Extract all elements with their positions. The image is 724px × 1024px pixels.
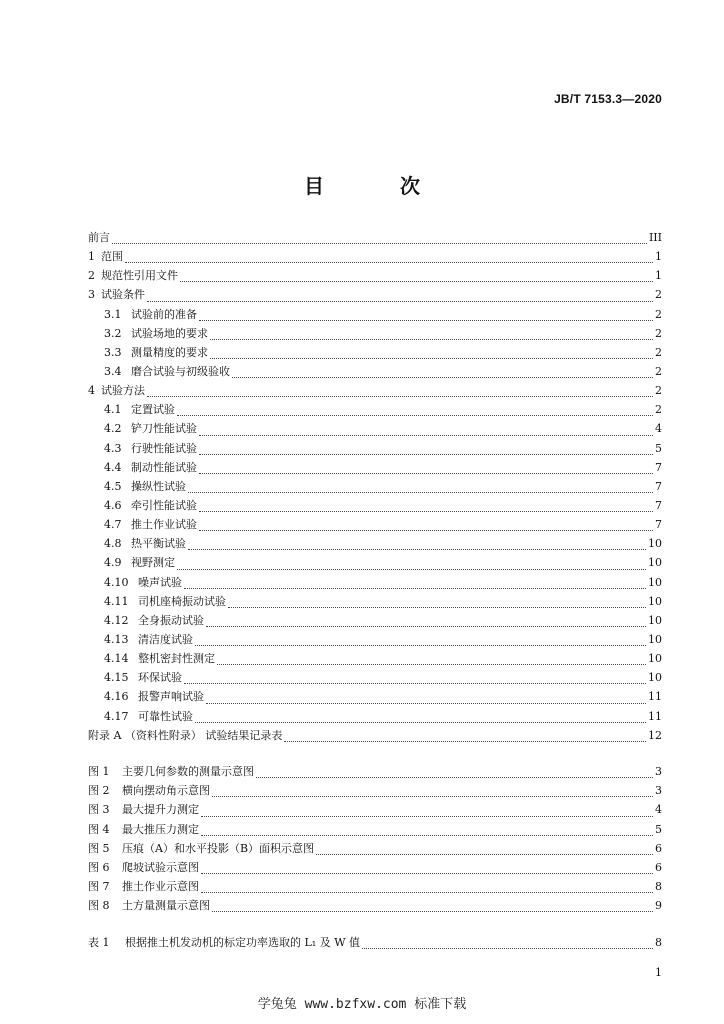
toc-entry[interactable] <box>88 229 662 248</box>
dot-leader <box>201 815 653 817</box>
toc-entry-label: 牵引性能试验 <box>131 498 197 512</box>
toc-entry-page: 7 <box>655 518 662 532</box>
dot-leader <box>177 414 653 416</box>
toc-entry-number: 3 <box>88 288 95 302</box>
toc-entry-page: 10 <box>648 537 662 551</box>
toc-entry-number: 图 5 <box>88 841 110 855</box>
toc-entry-label: 推土作业示意图 <box>122 879 199 893</box>
toc-entry[interactable] <box>88 821 662 840</box>
toc-entry-number: 图 6 <box>88 860 110 874</box>
toc-entry-number: 图 2 <box>88 784 110 798</box>
toc-entry[interactable] <box>88 306 662 325</box>
toc-entry-page: 11 <box>648 690 662 704</box>
toc-entry-page: 2 <box>655 384 662 398</box>
dot-leader <box>201 891 653 893</box>
page-number: 1 <box>655 966 662 979</box>
toc-entry[interactable] <box>88 593 662 612</box>
toc-entry-label: 噪声试验 <box>138 575 182 589</box>
toc-entry[interactable] <box>88 363 662 382</box>
toc-entry-label: 全身振动试验 <box>138 613 204 627</box>
toc-entry-label: 操纵性试验 <box>131 479 186 493</box>
dot-leader <box>199 319 653 321</box>
toc-entry-label: 磨合试验与初级验收 <box>131 364 230 378</box>
toc-entry-label: 试验前的准备 <box>131 307 197 321</box>
toc-entry-label: 前言 <box>88 231 110 244</box>
toc-entry-number: 4.7 <box>104 518 122 532</box>
dot-leader <box>188 491 653 493</box>
toc-entry-number: 4.9 <box>104 556 122 570</box>
toc-sections <box>88 229 662 746</box>
toc-entry[interactable] <box>88 401 662 420</box>
toc-entry-number: 4.6 <box>104 498 122 512</box>
toc-entry[interactable] <box>88 325 662 344</box>
dot-leader <box>206 625 646 627</box>
toc-entry-page: 9 <box>655 899 662 913</box>
toc-entry[interactable] <box>88 782 662 801</box>
toc-entry[interactable] <box>88 554 662 573</box>
toc-entry-number: 2 <box>88 269 95 283</box>
toc-entry-number: 4.1 <box>104 403 122 417</box>
toc-entry-label: 环保试验 <box>138 671 182 685</box>
toc-entry-label: 热平衡试验 <box>131 537 186 551</box>
toc-entry-number: 3.2 <box>104 326 122 340</box>
dot-leader <box>201 834 653 836</box>
toc-entry[interactable] <box>88 840 662 859</box>
toc-entry-number: 图 7 <box>88 879 110 893</box>
dot-leader <box>180 280 653 282</box>
dot-leader <box>199 472 653 474</box>
toc-entry-page: 10 <box>648 632 662 646</box>
toc-entry[interactable] <box>88 801 662 820</box>
toc-entry-number: 表 1 <box>88 935 110 949</box>
page-title: 目 次 <box>304 174 448 198</box>
toc-entry[interactable] <box>88 420 662 439</box>
toc-entry-label: 附录 A （资料性附录） 试验结果记录表 <box>88 728 283 742</box>
toc-entry-page: 11 <box>648 709 662 723</box>
toc-entry-label: 试验条件 <box>101 288 145 302</box>
toc-figures <box>88 763 662 916</box>
toc-entry-label: 主要几何参数的测量示意图 <box>122 765 254 779</box>
dot-leader <box>112 242 647 244</box>
toc-entry-label: 制动性能试验 <box>131 460 197 474</box>
toc-entry[interactable] <box>88 267 662 286</box>
toc-entry-number: 图 8 <box>88 899 110 913</box>
toc-entry-label: 最大提升力测定 <box>122 803 199 817</box>
toc-entry-page: 8 <box>655 879 662 893</box>
toc-entry-label: 定置试验 <box>131 403 175 417</box>
toc-entry[interactable] <box>88 612 662 631</box>
dot-leader <box>184 587 646 589</box>
dot-leader <box>228 606 646 608</box>
toc-entry[interactable] <box>88 763 662 782</box>
dot-leader <box>206 702 646 704</box>
toc-entry-number: 4.11 <box>104 594 129 608</box>
dot-leader <box>125 261 653 263</box>
toc-entry-label: 行驶性能试验 <box>131 441 197 455</box>
toc-entry-page: 3 <box>655 765 662 779</box>
toc-entry[interactable] <box>88 878 662 897</box>
toc-entry-page: 6 <box>655 841 662 855</box>
toc-entry-label: 最大推压力测定 <box>122 822 199 836</box>
dot-leader <box>147 300 653 302</box>
toc-entry-page: 10 <box>648 575 662 589</box>
toc-entry[interactable] <box>88 382 662 401</box>
toc-entry-page: 2 <box>655 364 662 378</box>
dot-leader <box>195 721 646 723</box>
toc-entry-label: 范围 <box>101 250 123 264</box>
toc-entry-number: 3.3 <box>104 345 122 359</box>
toc-entry[interactable] <box>88 535 662 554</box>
toc-entry-label: 试验方法 <box>101 384 145 398</box>
dot-leader <box>232 376 653 378</box>
toc-entry-page: 2 <box>655 288 662 302</box>
toc-entry[interactable] <box>88 631 662 650</box>
dot-leader <box>199 453 653 455</box>
dot-leader <box>177 568 646 570</box>
dot-leader <box>316 853 653 855</box>
toc-entry-page: III <box>648 231 662 244</box>
dot-leader <box>212 795 653 797</box>
toc-entry-number: 4.8 <box>104 537 122 551</box>
toc-entry-label: 铲刀性能试验 <box>131 422 197 436</box>
toc-entry-page: 1 <box>655 250 662 264</box>
toc-entry[interactable] <box>88 286 662 305</box>
toc-entry[interactable] <box>88 440 662 459</box>
toc-entry-number: 4.4 <box>104 460 122 474</box>
dot-leader <box>256 776 653 778</box>
toc-entry[interactable] <box>88 574 662 593</box>
toc-entry-number: 图 3 <box>88 803 110 817</box>
dot-leader <box>199 434 653 436</box>
toc-entry-page: 2 <box>655 326 662 340</box>
toc-entry-label: 清洁度试验 <box>138 632 193 646</box>
toc-entry-label: 横向摆动角示意图 <box>122 784 210 798</box>
dot-leader <box>195 644 646 646</box>
toc-entry-page: 7 <box>655 498 662 512</box>
toc-entry-label: 报警声响试验 <box>138 690 204 704</box>
toc-entry-label: 司机座椅振动试验 <box>138 594 226 608</box>
toc-entry-label: 爬坡试验示意图 <box>122 860 199 874</box>
toc-entry-number: 4 <box>88 384 95 398</box>
standard-code: JB/T 7153.3—2020 <box>554 92 662 106</box>
toc-entry[interactable] <box>88 516 662 535</box>
dot-leader <box>210 338 653 340</box>
toc-entry[interactable] <box>88 497 662 516</box>
toc-entry-number: 4.3 <box>104 441 122 455</box>
toc-entry-number: 4.2 <box>104 422 122 436</box>
toc-entry[interactable] <box>88 669 662 688</box>
toc-entry-page: 2 <box>655 307 662 321</box>
toc-entry-page: 10 <box>648 556 662 570</box>
toc-entry[interactable] <box>88 859 662 878</box>
toc-entry-page: 2 <box>655 345 662 359</box>
dot-leader <box>147 395 653 397</box>
toc-entry[interactable] <box>88 650 662 669</box>
dot-leader <box>188 548 646 550</box>
toc-entry-label: 推土作业试验 <box>131 518 197 532</box>
toc-entry[interactable] <box>88 708 662 727</box>
toc-entry-label: 压痕（A）和水平投影（B）面积示意图 <box>122 841 315 855</box>
toc-entry-number: 图 1 <box>88 765 110 779</box>
toc-entry-number: 4.10 <box>104 575 129 589</box>
toc-entry-label: 土方量测量示意图 <box>122 899 210 913</box>
toc-entry[interactable] <box>88 344 662 363</box>
dot-leader <box>212 910 653 912</box>
toc-entry-number: 4.16 <box>104 690 129 704</box>
toc-entry-number: 3.4 <box>104 364 122 378</box>
toc-entry-page: 1 <box>655 269 662 283</box>
toc-entry-page: 5 <box>655 441 662 455</box>
toc-entry-page: 5 <box>655 822 662 836</box>
toc-entry-number: 1 <box>88 250 95 264</box>
toc-entry-label: 试验场地的要求 <box>131 326 208 340</box>
toc-entry-number: 4.13 <box>104 632 129 646</box>
toc-entry-page: 4 <box>655 422 662 436</box>
toc-entry-page: 12 <box>648 728 662 742</box>
dot-leader <box>184 682 646 684</box>
toc-entry-number: 4.14 <box>104 652 129 666</box>
toc-entry-number: 图 4 <box>88 822 110 836</box>
toc-tables <box>88 934 662 953</box>
toc-entry-page: 10 <box>648 613 662 627</box>
toc-entry-number: 4.17 <box>104 709 129 723</box>
toc-entry-label: 可靠性试验 <box>138 709 193 723</box>
toc-entry-page: 10 <box>648 652 662 666</box>
dot-leader <box>217 663 646 665</box>
toc-entry-page: 4 <box>655 803 662 817</box>
watermark-text: 学兔兔 www.bzfxw.com 标准下载 <box>257 997 467 1012</box>
toc-entry-page: 2 <box>655 403 662 417</box>
toc-entry-number: 4.5 <box>104 479 122 493</box>
toc-entry-page: 10 <box>648 671 662 685</box>
toc-entry-page: 10 <box>648 594 662 608</box>
dot-leader <box>199 529 653 531</box>
toc-entry-page: 6 <box>655 860 662 874</box>
toc-entry-label: 视野测定 <box>131 556 175 570</box>
toc-entry-label: 规范性引用文件 <box>101 269 178 283</box>
dot-leader <box>210 357 653 359</box>
toc-entry[interactable] <box>88 897 662 916</box>
dot-leader <box>201 872 653 874</box>
toc-entry-label: 整机密封性测定 <box>138 652 215 666</box>
dot-leader <box>362 947 653 949</box>
dot-leader <box>199 510 653 512</box>
toc-entry[interactable] <box>88 934 662 953</box>
toc-entry-label: 测量精度的要求 <box>131 345 208 359</box>
toc-entry-number: 3.1 <box>104 307 122 321</box>
toc-entry[interactable] <box>88 459 662 478</box>
toc-entry[interactable] <box>88 688 662 707</box>
dot-leader <box>284 740 646 742</box>
table-of-contents <box>88 229 662 970</box>
toc-entry-page: 3 <box>655 784 662 798</box>
toc-entry-number: 4.15 <box>104 671 129 685</box>
toc-entry[interactable] <box>88 727 662 746</box>
toc-entry-label: 根据推土机发动机的标定功率选取的 L₁ 及 W 值 <box>125 935 361 949</box>
toc-entry-number: 4.12 <box>104 613 129 627</box>
toc-entry-page: 7 <box>655 460 662 474</box>
toc-entry-page: 8 <box>655 935 662 949</box>
toc-entry-page: 7 <box>655 479 662 493</box>
toc-entry[interactable] <box>88 478 662 497</box>
toc-entry[interactable] <box>88 248 662 267</box>
